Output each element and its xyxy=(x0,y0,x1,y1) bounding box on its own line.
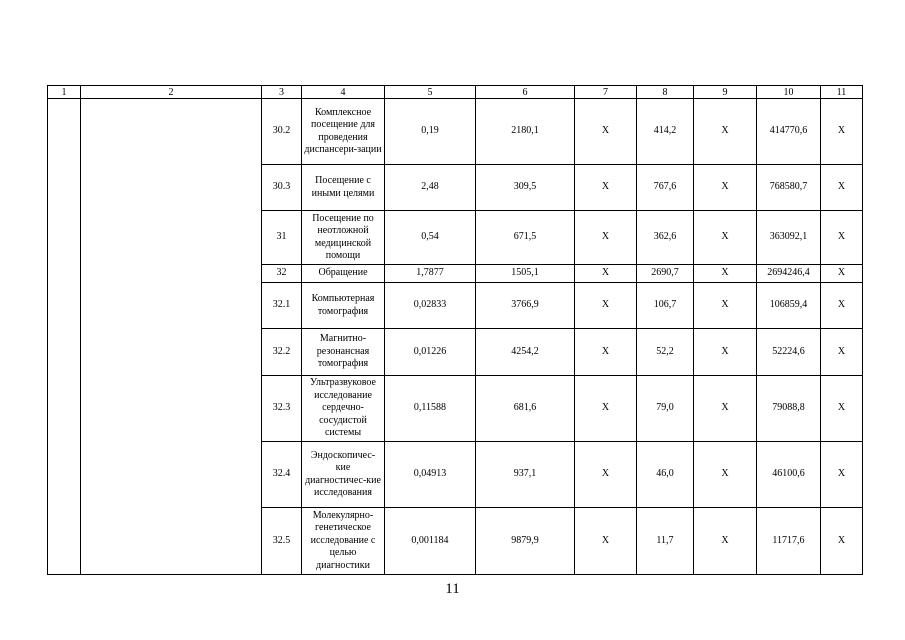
page-number: 11 xyxy=(445,581,460,597)
unit-cost: 937,1 xyxy=(476,442,575,508)
cell-col9: X xyxy=(694,165,757,211)
cell-col11: X xyxy=(821,265,863,283)
unit-cost: 681,6 xyxy=(476,376,575,442)
column-header-8: 8 xyxy=(637,86,694,99)
unit-cost: 1505,1 xyxy=(476,265,575,283)
care-type: Эндоскопичес-кие диагностичес-кие исследования xyxy=(302,442,385,508)
column-header-3: 3 xyxy=(262,86,302,99)
cell-col7: X xyxy=(575,211,637,265)
care-type: Посещение по неотложной медицинской помощи xyxy=(302,211,385,265)
cell-col11: X xyxy=(821,283,863,329)
unit-cost: 9879,9 xyxy=(476,508,575,575)
per-capita-value: 106,7 xyxy=(637,283,694,329)
volume-norm: 0,19 xyxy=(385,99,476,165)
row-number: 32 xyxy=(262,265,302,283)
cell-col11: X xyxy=(821,211,863,265)
care-type: Молекулярно-генетическое исследование с целью диагностики xyxy=(302,508,385,575)
per-capita-value: 414,2 xyxy=(637,99,694,165)
cell-col9: X xyxy=(694,376,757,442)
volume-norm: 1,7877 xyxy=(385,265,476,283)
per-capita-value: 52,2 xyxy=(637,329,694,376)
cell-col7: X xyxy=(575,508,637,575)
cell-col11: X xyxy=(821,329,863,376)
total-value: 46100,6 xyxy=(757,442,821,508)
care-type: Ультразвуковое исследование сердечно-сосудистой системы xyxy=(302,376,385,442)
cell-col9: X xyxy=(694,99,757,165)
cell-col11: X xyxy=(821,508,863,575)
per-capita-value: 362,6 xyxy=(637,211,694,265)
volume-norm: 0,001184 xyxy=(385,508,476,575)
row-number: 31 xyxy=(262,211,302,265)
column-header-6: 6 xyxy=(476,86,575,99)
care-type: Обращение xyxy=(302,265,385,283)
unit-cost: 2180,1 xyxy=(476,99,575,165)
column-header-5: 5 xyxy=(385,86,476,99)
cell-col9: X xyxy=(694,283,757,329)
column-header-4: 4 xyxy=(302,86,385,99)
unit-cost: 4254,2 xyxy=(476,329,575,376)
row-number: 32.3 xyxy=(262,376,302,442)
cell-col7: X xyxy=(575,283,637,329)
column-header-2: 2 xyxy=(81,86,262,99)
row-number: 32.2 xyxy=(262,329,302,376)
care-type: Магнитно-резонансная томография xyxy=(302,329,385,376)
volume-norm: 0,54 xyxy=(385,211,476,265)
per-capita-value: 767,6 xyxy=(637,165,694,211)
volume-norm: 2,48 xyxy=(385,165,476,211)
volume-norm: 0,04913 xyxy=(385,442,476,508)
row-number: 32.5 xyxy=(262,508,302,575)
per-capita-value: 79,0 xyxy=(637,376,694,442)
cell-col11: X xyxy=(821,376,863,442)
cell-col9: X xyxy=(694,265,757,283)
total-value: 11717,6 xyxy=(757,508,821,575)
cell-col7: X xyxy=(575,329,637,376)
data-table xyxy=(47,85,863,575)
cell-col7: X xyxy=(575,99,637,165)
empty-cell-col2 xyxy=(81,99,262,575)
column-header-10: 10 xyxy=(757,86,821,99)
total-value: 106859,4 xyxy=(757,283,821,329)
cell-col9: X xyxy=(694,329,757,376)
total-value: 414770,6 xyxy=(757,99,821,165)
care-type: Посещение с иными целями xyxy=(302,165,385,211)
cell-col7: X xyxy=(575,165,637,211)
volume-norm: 0,11588 xyxy=(385,376,476,442)
cell-col11: X xyxy=(821,165,863,211)
care-type: Комплексное посещение для проведения диспансери-зации xyxy=(302,99,385,165)
cell-col7: X xyxy=(575,442,637,508)
column-header-11: 11 xyxy=(821,86,863,99)
column-header-9: 9 xyxy=(694,86,757,99)
per-capita-value: 46,0 xyxy=(637,442,694,508)
cell-col7: X xyxy=(575,376,637,442)
unit-cost: 3766,9 xyxy=(476,283,575,329)
row-number: 30.2 xyxy=(262,99,302,165)
column-header-1: 1 xyxy=(48,86,81,99)
cell-col7: X xyxy=(575,265,637,283)
volume-norm: 0,02833 xyxy=(385,283,476,329)
cell-col11: X xyxy=(821,442,863,508)
empty-cell-col1 xyxy=(48,99,81,575)
total-value: 2694246,4 xyxy=(757,265,821,283)
row-number: 32.1 xyxy=(262,283,302,329)
header-row xyxy=(48,86,863,99)
column-header-7: 7 xyxy=(575,86,637,99)
total-value: 52224,6 xyxy=(757,329,821,376)
volume-norm: 0,01226 xyxy=(385,329,476,376)
per-capita-value: 2690,7 xyxy=(637,265,694,283)
total-value: 363092,1 xyxy=(757,211,821,265)
cell-col11: X xyxy=(821,99,863,165)
total-value: 79088,8 xyxy=(757,376,821,442)
table-row xyxy=(48,99,863,165)
cell-col9: X xyxy=(694,211,757,265)
unit-cost: 671,5 xyxy=(476,211,575,265)
row-number: 32.4 xyxy=(262,442,302,508)
care-type: Компьютерная томография xyxy=(302,283,385,329)
per-capita-value: 11,7 xyxy=(637,508,694,575)
row-number: 30.3 xyxy=(262,165,302,211)
unit-cost: 309,5 xyxy=(476,165,575,211)
total-value: 768580,7 xyxy=(757,165,821,211)
cell-col9: X xyxy=(694,508,757,575)
cell-col9: X xyxy=(694,442,757,508)
